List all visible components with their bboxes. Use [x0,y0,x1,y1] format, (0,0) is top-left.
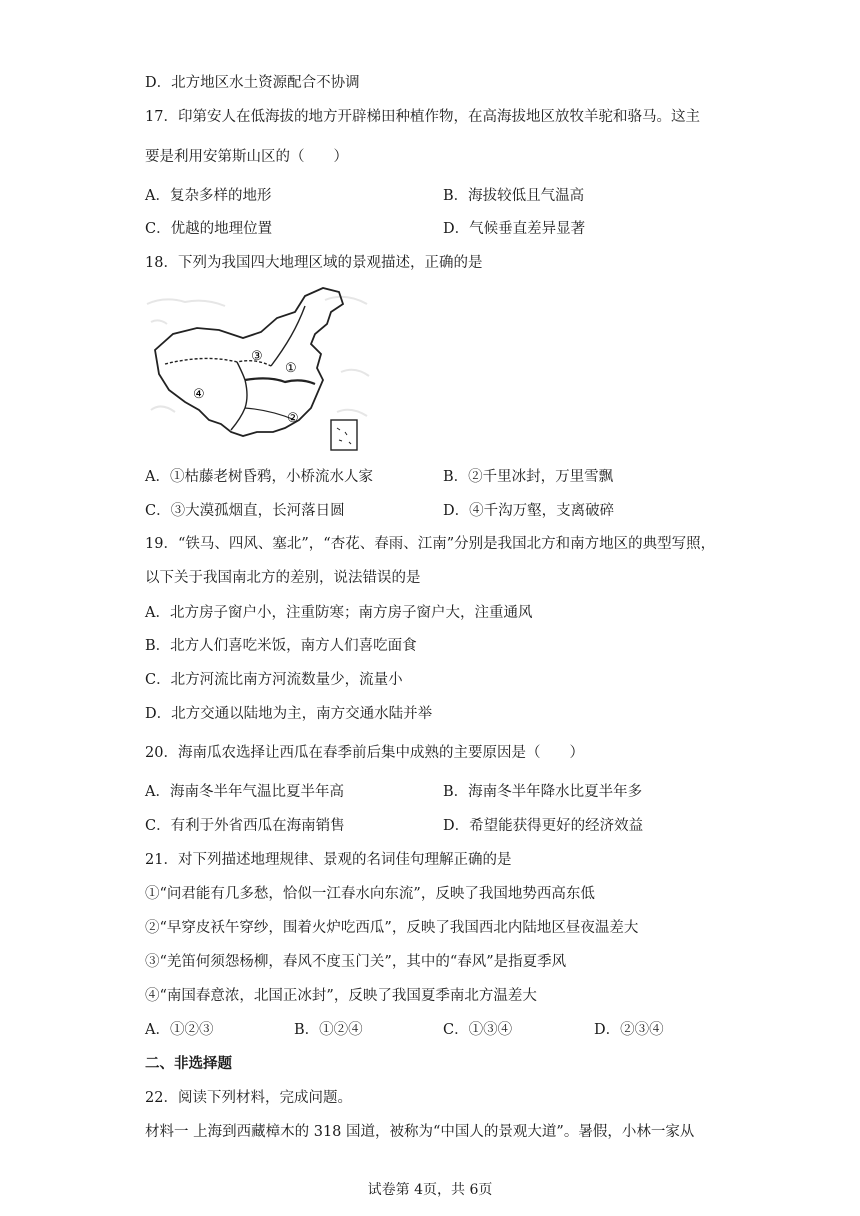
q20-option-c: C．有利于外省西瓜在海南销售 [145,818,345,834]
q21-option-d: D．②③④ [594,1022,664,1038]
map-label-2: ② [287,411,299,426]
q19-stem-line2: 以下关于我国南北方的差别，说法错误的是 [145,570,421,586]
q21-stem: 21．对下列描述地理规律、景观的名词佳句理解正确的是 [145,852,512,868]
q20-option-d: D．希望能获得更好的经济效益 [443,818,644,834]
q21-item-1: ①“问君能有几多愁，恰似一江春水向东流”，反映了我国地势西高东低 [145,886,595,902]
q22-material-line1: 材料一 上海到西藏樟木的 318 国道，被称为“中国人的景观大道”。暑假，小林一家从 [145,1124,695,1140]
q20-option-b: B．海南冬半年降水比夏半年多 [443,784,643,800]
south-sea-inset [331,420,357,450]
map-label-4: ④ [193,387,205,402]
plateau-boundary [231,362,247,430]
q19-option-d: D．北方交通以陆地为主，南方交通水陆并举 [145,706,433,722]
q19-option-c: C．北方河流比南方河流数量少，流量小 [145,672,403,688]
q21-item-3: ③“羌笛何须怨杨柳，春风不度玉门关”，其中的“春风”是指夏季风 [145,954,567,970]
q20-option-a: A．海南冬半年气温比夏半年高 [145,784,344,800]
q18-option-c: C．③大漠孤烟直，长河落日圆 [145,503,345,519]
china-outline [155,288,343,436]
q17-option-a: A．复杂多样的地形 [145,188,272,204]
map-label-3: ③ [251,349,263,364]
q19-option-a: A．北方房子窗户小，注重防寒；南方房子窗户大，注重通风 [145,605,533,621]
page-footer: 试卷第 4页，共 6页 [367,1182,493,1198]
china-regions-map [145,282,375,452]
q17-stem-line1: 17．印第安人在低海拔的地方开辟梯田种植作物，在高海拔地区放牧羊驼和骆马。这主 [145,109,700,125]
qinling-huaihe-line [245,378,315,384]
q18-option-b: B．②千里冰封，万里雪飘 [443,469,614,485]
q18-stem: 18．下列为我国四大地理区域的景观描述，正确的是 [145,255,483,271]
q17-option-c: C．优越的地理位置 [145,221,273,237]
q19-stem-line1: 19．“铁马、四风、塞北”，“杏花、春雨、江南”分别是我国北方和南方地区的典型写照， [145,536,716,552]
map-label-1: ① [285,361,297,376]
section-title-non-choice: 二、非选择题 [145,1055,232,1072]
q21-item-2: ②“早穿皮袄午穿纱，围着火炉吃西瓜”，反映了我国西北内陆地区昼夜温差大 [145,920,639,936]
q18-option-d: D．④千沟万壑，支离破碎 [443,503,615,519]
q21-option-c: C．①③④ [443,1022,513,1038]
q21-option-b: B．①②④ [294,1022,363,1038]
q21-item-4: ④“南国春意浓，北国正冰封”，反映了我国夏季南北方温差大 [145,988,537,1004]
q17-stem-line2: 要是利用安第斯山区的（ ） [145,149,348,165]
q21-option-a: A．①②③ [145,1022,214,1038]
q20-stem: 20．海南瓜农选择让西瓜在春季前后集中成熟的主要原因是（ ） [145,745,584,761]
q17-option-b: B．海拔较低且气温高 [443,188,585,204]
q16-option-d: D．北方地区水土资源配合不协调 [145,75,360,91]
q18-option-a: A．①枯藤老树昏鸦，小桥流水人家 [145,469,373,485]
q19-option-b: B．北方人们喜吃米饭，南方人们喜吃面食 [145,638,417,654]
q22-stem: 22．阅读下列材料，完成问题。 [145,1090,352,1106]
q17-option-d: D．气候垂直差异显著 [443,221,586,237]
